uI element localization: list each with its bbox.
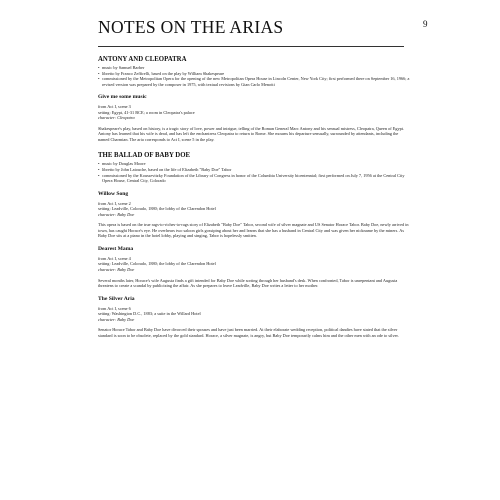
aria-title: Give me some music <box>98 94 147 101</box>
aria-act: from Act I, scene 4 <box>98 255 131 261</box>
aria-title: Willow Song <box>98 190 129 197</box>
opera-fact: • music by Samuel Barber <box>98 65 410 71</box>
aria-title: The Silver Aria <box>98 295 135 302</box>
header-rule <box>98 46 404 47</box>
aria-description: Shakespeare's play, based on history, is a tragic story of love, power and intrigue, telling of the Roman General Marc Antony and his sensual mistress, Cleopatra, Queen of Egypt. Antony has learned that his wife is dead, and has left the enchantress Cleopatra to return to Rome. She mourns his departure sensually, surrounded by attendants, including the named Charmian. The aria corresponds to Act I, scene 5 in the play. <box>98 125 405 142</box>
aria-setting: setting: Egypt, 41-31 BCE; a room in Cleopatra's palace <box>98 109 195 115</box>
opera-facts-list <box>98 65 410 87</box>
aria-character: character: Cleopatra <box>98 115 135 121</box>
section-title: THE BALLAD OF BABY DOE <box>98 152 191 160</box>
aria-character: character: Baby Doe <box>98 316 135 322</box>
aria-title: Dearest Mama <box>98 245 134 252</box>
aria-act: from Act I, scene 2 <box>98 200 131 206</box>
page-content <box>98 56 410 338</box>
aria-meta <box>98 104 410 121</box>
opera-fact: • libretto by Franco Zeffirelli, based on the play by William Shakespeare <box>98 71 410 77</box>
aria-setting: setting: Washington D.C., 1883; a suite in the Willard Hotel <box>98 311 201 317</box>
opera-fact: • commissioned by the Metropolitan Opera for the opening of the new Metropolitan Opera House in Lincoln Center, New York City; first performed there on September 16, 1966; a revised version was prepared by the composer in 1975, with textual revisions by Gian Carlo Menotti <box>98 76 410 87</box>
page-title: NOTES ON THE ARIAS <box>98 17 284 37</box>
opera-fact: • music by Douglas Moore <box>98 161 410 167</box>
aria-the-silver-aria <box>98 296 410 339</box>
section-title: ANTONY AND CLEOPATRA <box>98 56 187 63</box>
aria-character: character: Baby Doe <box>98 211 135 217</box>
aria-description: Several months later, Horace's wife Augusta finds a gift intended for Baby Doe while sorting through her husband's desk. When confronted, Tabor is unrepentant and Augusta threatens to create a scandal by publicizing the affair. As she prepares to leave Leadville, Baby Doe writes a letter to her mother. <box>98 277 398 289</box>
aria-meta <box>98 201 410 218</box>
aria-setting: setting: Leadville, Colorado, 1880; the lobby of the Clarendon Hotel <box>98 206 216 212</box>
aria-description: Senator Horace Tabor and Baby Doe have divorced their spouses and have just been married. At their elaborate wedding reception, political dandies have stated that the silver standard is soon to be obsolete, replaced by the gold standard. Horace, a silver magnate, is angry, but Baby Doe temporarily calms him and the other men with an ode to silver. <box>98 327 399 338</box>
opera-facts-list <box>98 161 410 183</box>
opera-fact: • commissioned by the Koussevitzky Foundation of the Library of Congress in honor of the Columbia University bicentennial; first performed on July 7, 1956 at the Central City Opera House, Central City, Colorado <box>98 173 410 184</box>
page-number: 9 <box>423 19 428 29</box>
aria-dearest-mama <box>98 246 410 289</box>
opera-fact: • libretto by John Latouche, based on the life of Elizabeth "Baby Doe" Tabor <box>98 167 410 173</box>
section-ballad-of-baby-doe <box>98 152 410 338</box>
aria-act: from Act I, scene 6 <box>98 305 131 311</box>
aria-willow-song <box>98 191 410 239</box>
aria-meta <box>98 306 410 323</box>
section-antony-and-cleopatra <box>98 56 410 142</box>
aria-meta <box>98 256 410 273</box>
aria-give-me-some-music <box>98 94 410 142</box>
aria-description: This opera is based on the true rags-to-riches-to-rags story of Elizabeth "Baby Doe" Tabor, second wife of silver magnate and US Senator Horace Tabor. Baby Doe, newly arrived in town, has caught Horace's eye. He overhears two saloon girls gossiping about her and learns that she has a husband in Central City and was given her nickname by the miners. As Baby Doe sits at a piano in the hotel lobby, playing and singing, Tabor is hopelessly smitten. <box>98 222 409 239</box>
aria-act: from Act I, scene 3 <box>98 104 131 110</box>
aria-character: character: Baby Doe <box>98 267 135 273</box>
aria-setting: setting: Leadville, Colorado, 1880; the lobby of the Clarendon Hotel <box>98 261 216 267</box>
